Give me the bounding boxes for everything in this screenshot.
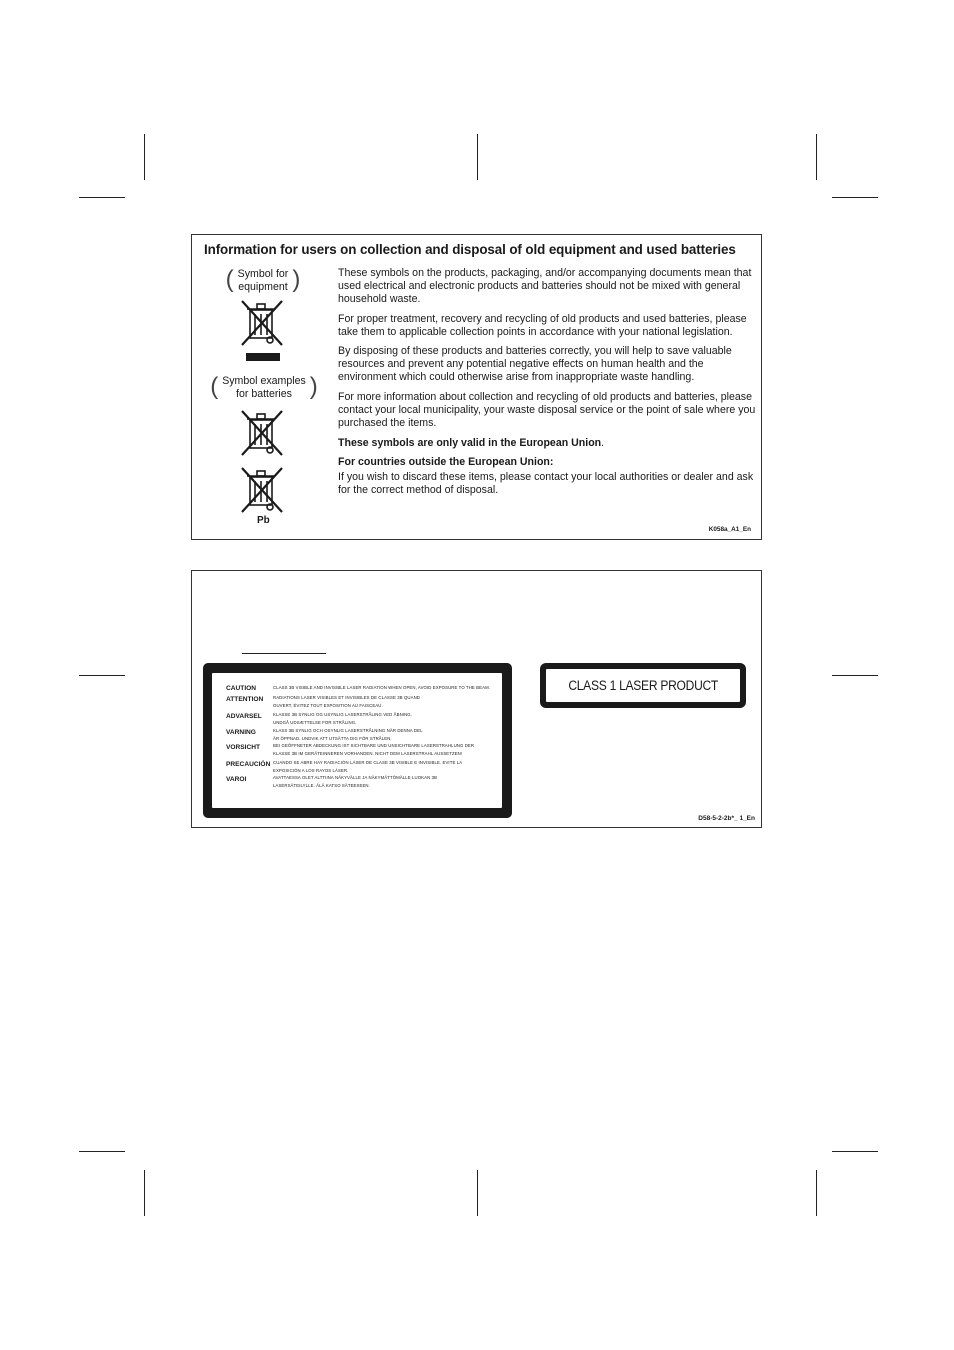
caution-text xyxy=(273,711,499,726)
caution-key: ATTENTION xyxy=(226,696,264,703)
weee-title: Information for users on collection and disposal of old equipment and used batteries xyxy=(204,242,736,257)
class1-laser-text: CLASS 1 LASER PRODUCT xyxy=(568,678,718,693)
weee-paragraph-1: These symbols on the products, packaging, and/or accompanying documents mean that used electrical and electronic products and batteries should not be mixed with general household waste. xyxy=(338,267,752,305)
caution-text-line-1: CUANDO SE ABRE HAY RADIACIÓN LÁSER DE CLASE 3B VISIBLE E INVISIBLE. EVITE LA xyxy=(273,760,463,765)
weee-info-box xyxy=(191,234,762,540)
crop-mark xyxy=(79,675,125,676)
weee-doc-code: K058a_A1_En xyxy=(708,526,751,533)
caution-text xyxy=(273,774,499,789)
caution-text-line-2: EXPOSICIÓN A LOS RAYOS LÁSER. xyxy=(273,767,349,773)
crop-mark xyxy=(816,134,817,180)
caution-text xyxy=(273,684,499,692)
caption-equipment-line-1: Symbol for xyxy=(237,268,289,280)
crop-mark xyxy=(816,1170,817,1216)
weee-eu-only xyxy=(338,437,756,450)
underline-rule xyxy=(242,653,326,654)
caption-batteries-line-1: Symbol examples xyxy=(222,375,306,387)
caption-equipment-line-2: equipment xyxy=(238,281,288,293)
laser-doc-code: D58-5-2-2b*_ 1_En xyxy=(698,815,755,822)
caution-key: VORSICHT xyxy=(226,744,261,751)
caution-text xyxy=(273,694,499,709)
weee-paragraph-4: For more information about collection and recycling of old products and batteries, please contact your local municipality, your waste disposal service or the point of sale where you purchased the items. xyxy=(338,391,756,430)
crop-mark xyxy=(79,1151,125,1152)
caution-text-line-2: LASERSÄTEILYLLE. ÄLÄ KATSO SÄTEESEEN. xyxy=(273,782,370,788)
caution-key: ADVARSEL xyxy=(226,713,262,720)
weee-outside-heading: For countries outside the European Union: xyxy=(338,456,554,469)
caution-label-inner xyxy=(212,673,502,808)
caption-batteries-line-2: for batteries xyxy=(236,388,292,400)
caution-text-line-1: KLASSE 3B SYNLIG OG USYNLIG LASERSTRÅLING VED ÅBNING. xyxy=(273,712,413,717)
caution-text xyxy=(273,759,499,774)
class1-laser-label-inner xyxy=(546,669,740,702)
caution-key: CAUTION xyxy=(226,685,257,692)
crop-mark xyxy=(144,134,145,180)
weee-outside-text: If you wish to discard these items, please contact your local authorities or dealer and ask for the correct method of disposal. xyxy=(338,471,754,497)
caution-text-line-1: CLASS 3B VISIBLE AND INVISIBLE LASER RADIATION WHEN OPEN, AVOID EXPOSURE TO THE BEAM. xyxy=(273,685,491,690)
caution-key: PRECAUCIÓN xyxy=(226,761,271,768)
laser-info-box xyxy=(191,570,762,828)
caution-text-line-2: OUVERT, ÉVITEZ TOUT EXPOSITION AU FAISCEAU. xyxy=(273,702,383,708)
caution-key: VARNING xyxy=(226,729,256,736)
caution-text-line-1: BEI GEÖFFNETER ABDECKUNG IST SICHTBARE UND UNSICHTBARE LASERSTRAHLUNG DER xyxy=(273,743,475,748)
crop-mark xyxy=(832,197,878,198)
crop-mark xyxy=(477,134,478,180)
caption-equipment: ( Symbol for equipment ) xyxy=(225,266,301,293)
crop-mark xyxy=(79,197,125,198)
weee-paragraph-3: By disposing of these products and batteries correctly, you will help to save valuable resources and prevent any potential negative effects on human health and the environment which could otherwise arise from inappropriate waste handling. xyxy=(338,345,732,384)
weee-eu-only-text: These symbols are only valid in the European Union xyxy=(338,436,602,449)
crossed-out-bin-pb-icon xyxy=(237,464,287,516)
weee-paragraph-2: For proper treatment, recovery and recycling of old products and used batteries, please take them to applicable collection points in accordance with your national legislation. xyxy=(338,312,747,338)
caution-key: VAROI xyxy=(226,776,247,783)
caution-text-line-2: ÄR ÖPPNAD. UNDVIK ATT UTSÄTTA DIG FÖR STRÅLEN. xyxy=(273,735,392,741)
caution-text xyxy=(273,727,499,742)
weee-eu-only-period: . xyxy=(601,436,605,449)
pb-label: Pb xyxy=(257,515,270,526)
crop-mark xyxy=(832,1151,878,1152)
crossed-out-bin-icon xyxy=(237,297,287,349)
caution-label xyxy=(203,663,512,818)
crossed-out-bin-battery-icon xyxy=(237,407,287,459)
caution-text-line-1: AVATTAESSA OLET ALTTIINA NÄKYVÄLLE JA NÄKYMÄTTÖMÄLLE LUOKAN 3B xyxy=(273,775,438,780)
crop-mark xyxy=(144,1170,145,1216)
caution-text-line-1: KLASS 3B SYNLIG OCH OSYNLIG LASERSTRÅLNING NÄR DENNA DEL xyxy=(273,728,423,733)
weee-body xyxy=(338,267,756,504)
crop-mark xyxy=(477,1170,478,1216)
crop-mark xyxy=(832,675,878,676)
caption-batteries: ( Symbol examples for batteries ) xyxy=(210,373,318,400)
class1-laser-label xyxy=(540,663,746,708)
caution-text-line-1: RADIATIONS LASER VISIBLES ET INVISIBLES DE CLASSE 3B QUAND xyxy=(273,695,421,700)
caution-text-line-2: UNDGÅ UDSÆTTELSE FOR STRÅLING. xyxy=(273,719,357,725)
caution-text-line-2: KLASSE 3B IM GERÄTEINNEREN VORHANDEN. NICHT DEM LASERSTRAHL AUSSETZEN! xyxy=(273,750,463,756)
caution-text xyxy=(273,742,499,757)
solid-bar-mark xyxy=(246,353,280,361)
